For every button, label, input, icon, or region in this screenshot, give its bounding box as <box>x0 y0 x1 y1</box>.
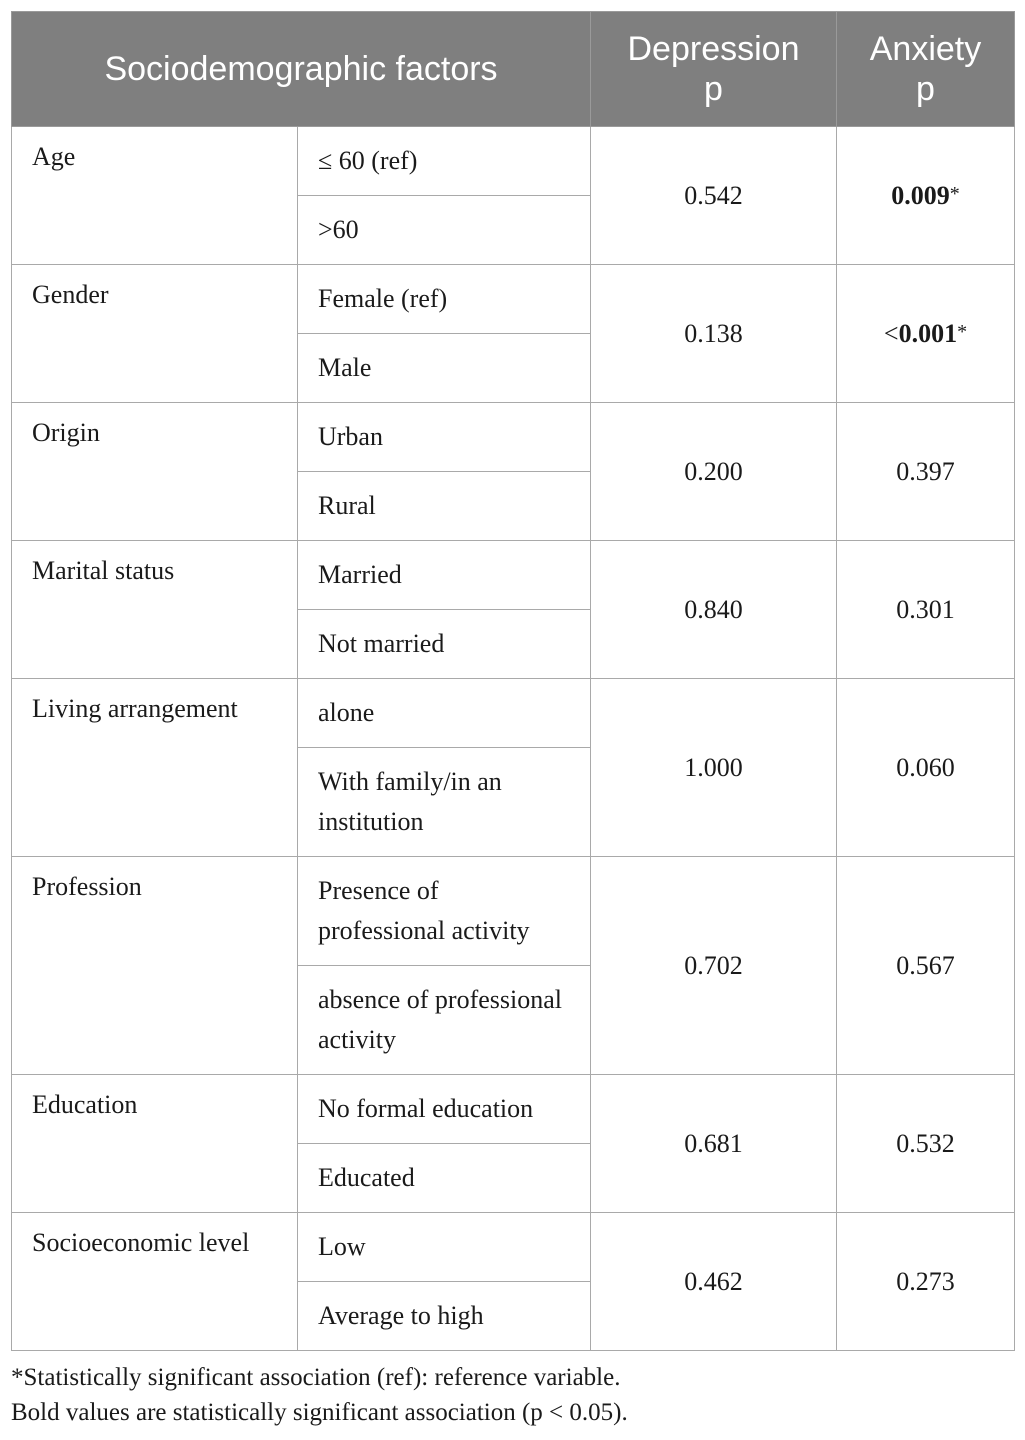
table-row <box>12 127 1015 196</box>
table-row <box>12 1213 1015 1282</box>
category-cell: ≤ 60 (ref) <box>298 127 591 196</box>
significance-star: * <box>949 182 960 205</box>
factor-age: Age <box>12 127 298 265</box>
table-row <box>12 1075 1015 1144</box>
category-cell: Male <box>298 334 591 403</box>
significance-star: * <box>957 320 968 343</box>
header-depression <box>591 12 837 127</box>
category-cell: alone <box>298 679 591 748</box>
significant-value: 0.001 <box>898 318 958 348</box>
footnote-bold-values: Bold values are statistically significant association (p < 0.05). <box>11 1399 628 1426</box>
table-row <box>12 265 1015 334</box>
table-footnotes <box>11 1360 1014 1430</box>
category-cell: No formal education <box>298 1075 591 1144</box>
anxiety-p-value: 0.397 <box>837 403 1015 541</box>
p-prefix: < <box>883 318 899 348</box>
factor-origin: Origin <box>12 403 298 541</box>
footnote-significance: *Statistically significant association (ref): reference variable. <box>11 1364 621 1391</box>
factor-education: Education <box>12 1075 298 1213</box>
category-cell: Average to high <box>298 1282 591 1351</box>
depression-p-value: 0.200 <box>591 403 837 541</box>
header-depression-label: Depression <box>627 30 800 68</box>
category-cell: Female (ref) <box>298 265 591 334</box>
factor-marital-status: Marital status <box>12 541 298 679</box>
category-cell: absence of professional activity <box>298 966 591 1075</box>
category-cell: Urban <box>298 403 591 472</box>
depression-p-value: 0.542 <box>591 127 837 265</box>
results-table <box>11 11 1015 1351</box>
category-cell: Not married <box>298 610 591 679</box>
category-cell: With family/in an institution <box>298 748 591 857</box>
depression-p-value: 0.681 <box>591 1075 837 1213</box>
depression-p-value: 0.462 <box>591 1213 837 1351</box>
category-cell: >60 <box>298 196 591 265</box>
factor-socioeconomic-level: Socioeconomic level <box>12 1213 298 1351</box>
depression-p-value: 1.000 <box>591 679 837 857</box>
category-cell: Married <box>298 541 591 610</box>
header-anxiety-p: p <box>916 70 935 108</box>
anxiety-p-value: 0.567 <box>837 857 1015 1075</box>
table-row <box>12 679 1015 748</box>
factor-profession: Profession <box>12 857 298 1075</box>
category-cell: Presence of professional activity <box>298 857 591 966</box>
depression-p-value: 0.138 <box>591 265 837 403</box>
anxiety-p-value: 0.301 <box>837 541 1015 679</box>
category-cell: Rural <box>298 472 591 541</box>
factor-gender: Gender <box>12 265 298 403</box>
table-row <box>12 541 1015 610</box>
significant-value: 0.009 <box>891 180 950 210</box>
factor-living-arrangement: Living arrangement <box>12 679 298 857</box>
depression-p-value: 0.702 <box>591 857 837 1075</box>
category-cell: Educated <box>298 1144 591 1213</box>
anxiety-p-value: 0.060 <box>837 679 1015 857</box>
table-row <box>12 403 1015 472</box>
category-cell: Low <box>298 1213 591 1282</box>
header-anxiety-label: Anxiety <box>869 30 982 68</box>
header-anxiety <box>837 12 1015 127</box>
anxiety-p-value <box>837 265 1015 403</box>
header-depression-p: p <box>704 70 723 108</box>
anxiety-p-value <box>837 127 1015 265</box>
header-row <box>12 12 1015 127</box>
header-sociodemographic-factors: Sociodemographic factors <box>12 12 591 127</box>
anxiety-p-value: 0.532 <box>837 1075 1015 1213</box>
table-row <box>12 857 1015 966</box>
depression-p-value: 0.840 <box>591 541 837 679</box>
anxiety-p-value: 0.273 <box>837 1213 1015 1351</box>
